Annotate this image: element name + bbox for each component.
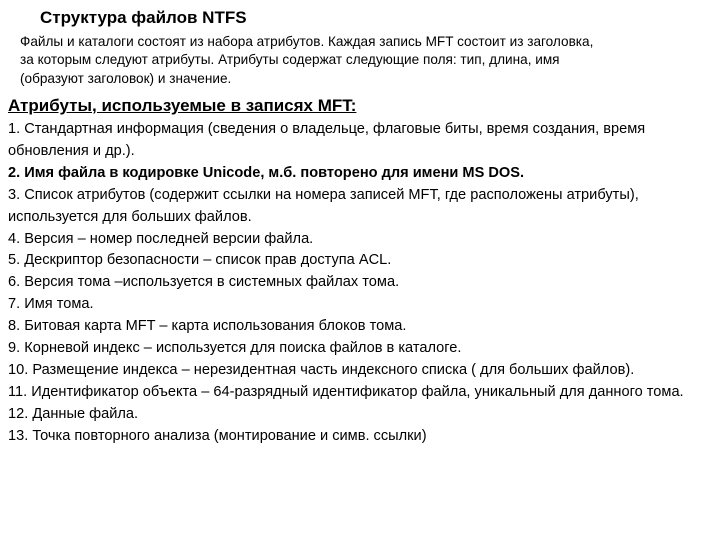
item-text: Список атрибутов (содержит ссылки на номера записей MFT, где расположены атрибуты), используется для больших файлов. [8, 186, 639, 225]
item-number: 5. [8, 252, 21, 269]
item-number: 4. [8, 230, 21, 247]
item-number: 9. [8, 340, 21, 357]
item-number: 1. [8, 121, 21, 137]
item-text: Размещение индекса – нерезидентная часть индексного списка ( для больших файлов). [32, 361, 635, 378]
list-item [8, 185, 714, 229]
item-text: Точка повторного анализа (монтирование и симв. ссылки) [32, 427, 427, 444]
item-text: Битовая карта MFT – карта использования блоков тома. [24, 318, 407, 335]
attributes-heading: Атрибуты, используемые в записях MFT: [8, 96, 357, 115]
item-text: Идентификатор объекта – 64-разрядный идентификатор файла, уникальный для данного тома. [31, 383, 684, 400]
item-number: 6. [8, 274, 21, 291]
list-item [8, 294, 714, 316]
list-item [8, 382, 714, 404]
list-item [8, 338, 714, 360]
item-number: 12. [8, 405, 29, 422]
item-number: 7. [8, 296, 21, 313]
list-item [8, 119, 714, 163]
attributes-list [8, 119, 714, 448]
list-item [8, 404, 714, 426]
item-text: Дескриптор безопасности – список прав доступа ACL. [24, 252, 392, 269]
intro-line: (образуют заголовок) и значение. [20, 70, 232, 86]
item-number: 10. [8, 361, 29, 378]
item-text: Имя файла в кодировке Unicode, м.б. повторено для имени MS DOS. [24, 164, 525, 181]
intro-line: за которым следуют атрибуты. Атрибуты содержат следующие поля: тип, длина, имя [20, 52, 560, 68]
item-text: Имя тома. [24, 296, 94, 313]
intro-line: Файлы и каталоги состоят из набора атрибутов. Каждая запись MFT состоит из заголовка, [20, 34, 594, 49]
item-number: 2. [8, 164, 21, 181]
intro-paragraph [20, 33, 710, 88]
item-number: 11. [8, 383, 28, 400]
list-item [8, 272, 714, 294]
list-item [8, 426, 714, 448]
list-item [8, 163, 714, 185]
item-text: Стандартная информация (сведения о владельце, флаговые биты, время создания, время обновления и др.). [8, 121, 646, 159]
item-number: 8. [8, 318, 21, 335]
item-text: Версия – номер последней версии файла. [24, 230, 314, 247]
list-item [8, 360, 714, 382]
item-text: Корневой индекс – используется для поиска файлов в каталоге. [24, 340, 462, 357]
item-number: 13. [8, 427, 29, 444]
item-number: 3. [8, 186, 21, 203]
slide-title: Структура файлов NTFS [40, 8, 247, 27]
list-item [8, 229, 714, 251]
item-text: Версия тома –используется в системных файлах тома. [24, 274, 400, 291]
item-text: Данные файла. [32, 405, 139, 422]
list-item [8, 316, 714, 338]
list-item [8, 250, 714, 272]
